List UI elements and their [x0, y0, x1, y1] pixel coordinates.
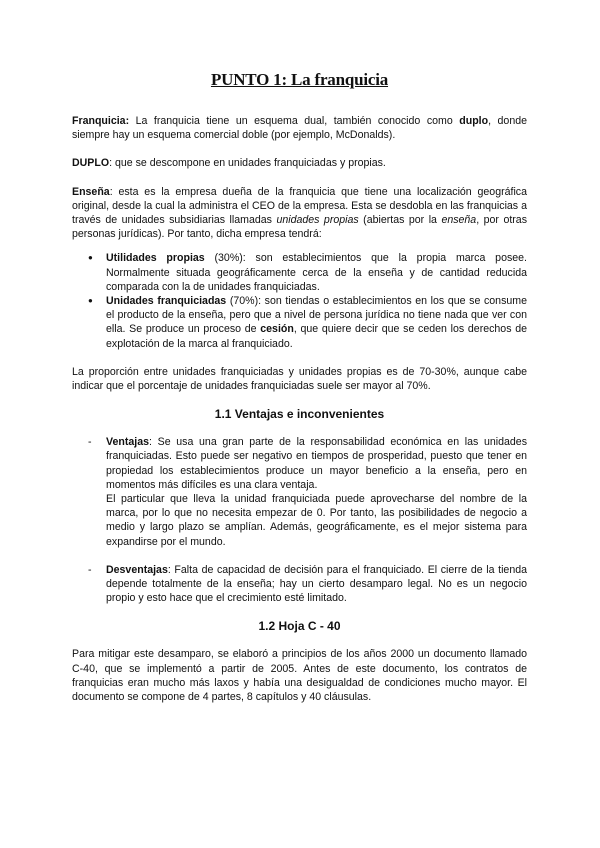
units-bullet-list: [72, 251, 527, 350]
ensena-term: Enseña: [72, 185, 110, 198]
franquicia-paragraph: Franquicia: La franquicia tiene un esquema dual, también conocido como duplo, donde siempre hay un esquema comercial doble (por ejemplo, McDonalds).: [72, 115, 527, 142]
pros-cons-list: [72, 435, 527, 605]
section-heading-ventajas: 1.1 Ventajas e inconvenientes: [214, 407, 385, 422]
duplo-term: DUPLO: [72, 157, 110, 170]
duplo-paragraph: DUPLO: que se descompone en unidades franquiciadas y propias.: [72, 157, 386, 170]
franquicia-term: Franquicia:: [72, 115, 130, 127]
document-page: [72, 70, 527, 704]
list-item: ● Utilidades propias (30%): son establecimientos que la propia marca posee. Normalmente situada geográficamente cerca de la enseña y de cantidad reducida comparada con la de unidades franquiciadas.: [72, 251, 527, 294]
ventajas-continuation: El particular que lleva la unidad franquiciada puede aprovecharse del nombre de la marca, por lo que no necesita empezar de 0. Por tanto, las posibilidades de negocio a medio y largo plazo se amplían. Además, geográficamente, es el mejor sistema para expandirse por el mundo.: [106, 493, 527, 548]
list-item: ● Unidades franquiciadas (70%): son tiendas o establecimientos en los que se consume el producto de la enseña, pero que a nivel de persona jurídica no tiene nada que ver con ella. Se produce un proceso de cesión, que quiere decir que se ceden los derechos de explotación de la marca al franquiciado.: [72, 294, 527, 351]
page-title: PUNTO 1: La franquicia: [210, 70, 389, 89]
ensena-paragraph: Enseña: esta es la empresa dueña de la franquicia que tiene una localización geográfica original, desde la cual la administra el CEO de la empresa. Esta se desdobla en las franquicias a través de unidades subsidiarias llamadas unidades propias (abiertas por la enseña, por otras personas jurídicas). Por tanto, dicha empresa tendrá:: [72, 185, 527, 241]
hoja-c40-paragraph: Para mitigar este desamparo, se elaboró a principios de los años 2000 un documento llamado C-40, que se implementó a partir de 2005. Antes de este documento, los contratos de franquicias eran mucho más laxos y había una desigualdad de condiciones mucho mayor. El documento se compone de 4 partes, 8 capítulos y 40 cláusulas.: [72, 648, 527, 704]
list-item-desventajas: - Desventajas: Falta de capacidad de decisión para el franquiciado. El cierre de la tienda depende totalmente de la enseña; hay un cierto desamparo legal. No es un negocio propio y esto hace que el crecimiento esté limitado.: [88, 563, 527, 605]
list-item-ventajas: - Ventajas: Se usa una gran parte de la responsabilidad económica en las unidades franquiciadas. Esto puede ser negativo en tiempos de prosperidad, puesto que tener en propiedad los establecimientos produce un mayor beneficio a la enseña, pero en momentos más difíciles es una clara ventaja. El particular que lleva la unidad franquiciada puede aprovecharse del nombre de la marca, por lo que no necesita empezar de 0. Por tanto, las posibilidades de negocio a medio y largo plazo se amplían. Además, geográficamente, es el mejor sistema para expandirse por el mundo.: [88, 436, 527, 548]
section-heading-hoja-c40: 1.2 Hoja C - 40: [258, 619, 341, 634]
proportion-paragraph: La proporción entre unidades franquiciadas y unidades propias es de 70-30%, aunque cabe indicar que el porcentaje de unidades franquiciadas suele ser mayor al 70%.: [72, 365, 527, 393]
